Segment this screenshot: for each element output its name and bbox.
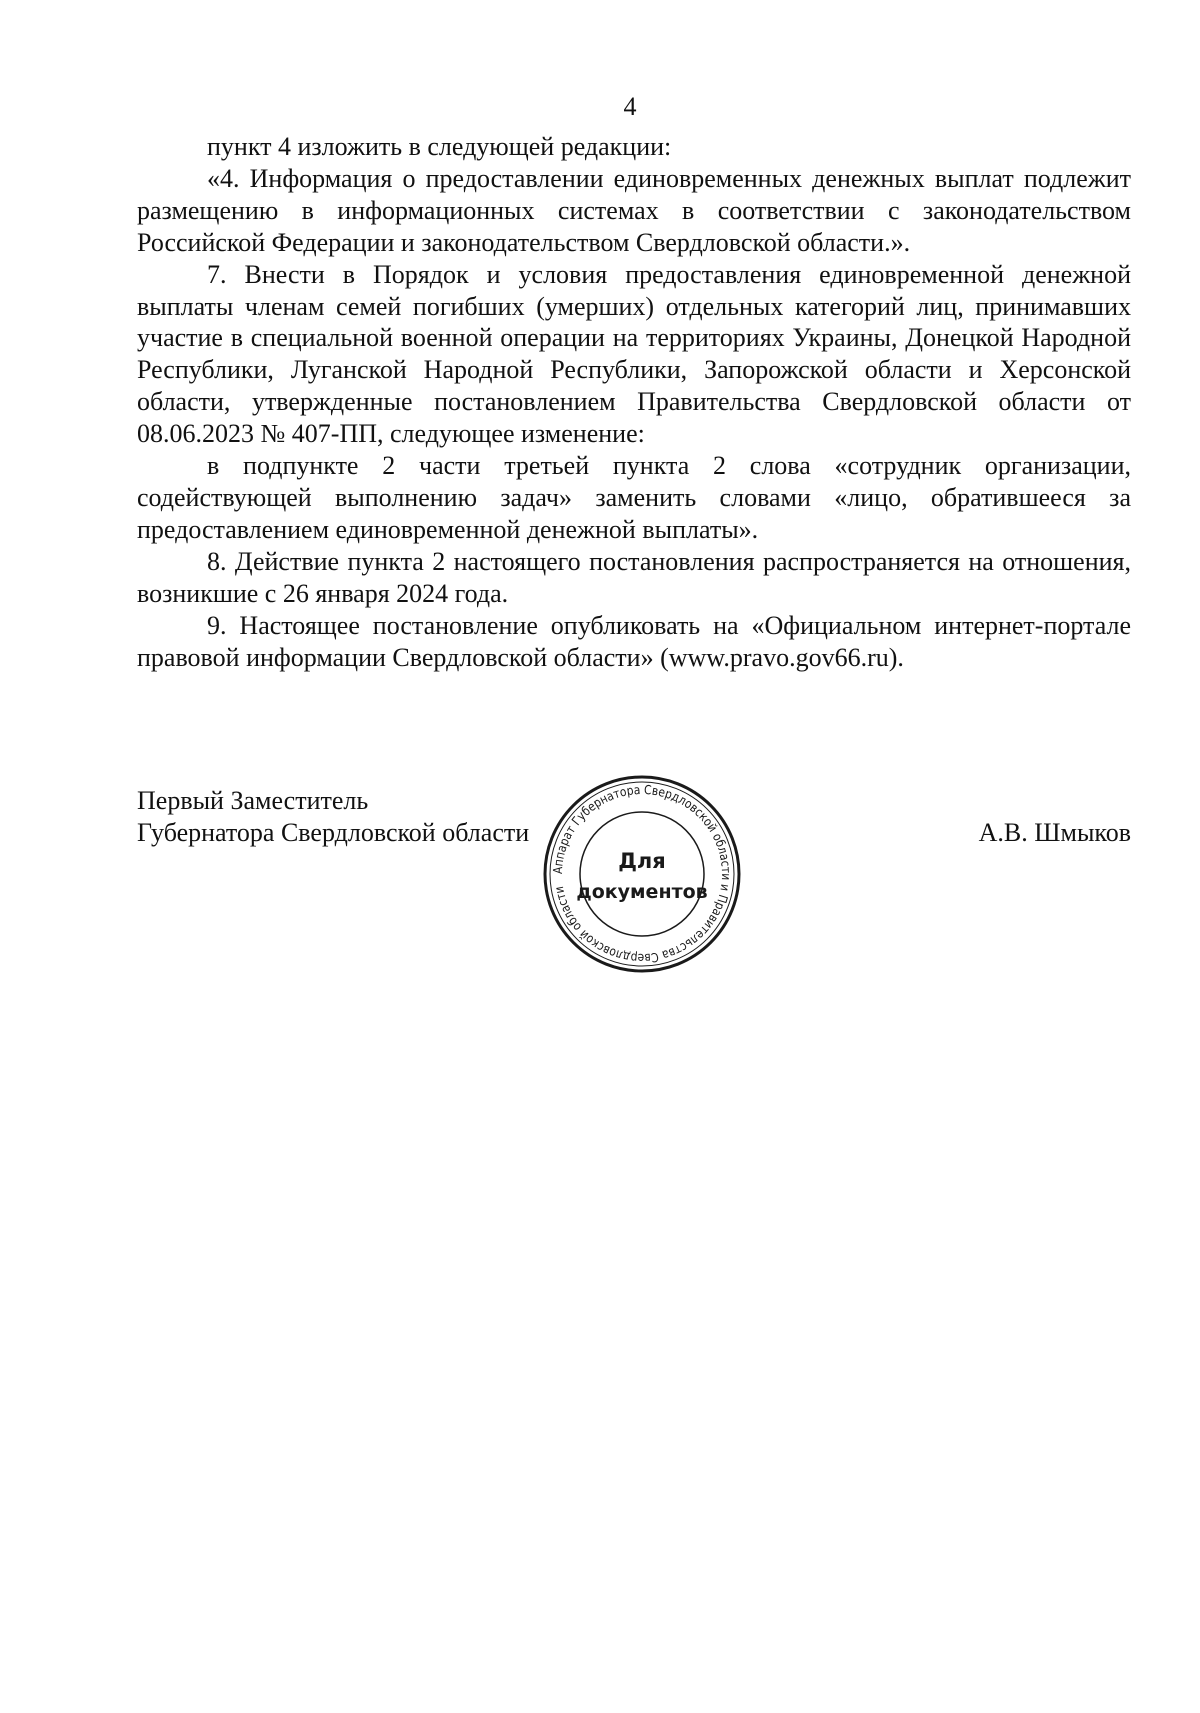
stamp-inner-ring: [580, 812, 704, 936]
paragraph-item-7: 7. Внести в Порядок и условия предоставления единовременной денежной выплаты членам семей погибших (умерших) отдельных категорий лиц, принимавших участие в специальной военной операции на территориях Украины, Донецкой Народной Республики, Луганской Народной Республики, Запорожской области и Херсонской области, утвержденные постановлением Правительства Свердловской области от 08.06.2023 № 407-ПП, следующее изменение:: [137, 259, 1131, 449]
signatory-position-line-1: Первый Заместитель: [137, 786, 369, 815]
official-stamp: [542, 774, 742, 974]
stamp-center-line-1: Для: [618, 849, 666, 873]
signatory-name: А.В. Шмыков: [978, 818, 1131, 847]
paragraph-point-4-text: «4. Информация о предоставлении единовременных денежных выплат подлежит размещению в информационных системах в соответствии с законодательством Российской Федерации и законодательством Свердловской области.».: [137, 163, 1131, 257]
paragraph-item-7-change: в подпункте 2 части третьей пункта 2 слова «сотрудник организации, содействующей выполнению задач» заменить словами «лицо, обратившееся за предоставлением единовременной денежной выплаты».: [137, 451, 1131, 544]
document-body: [137, 131, 1131, 673]
paragraph-item-9: 9. Настоящее постановление опубликовать на «Официальном интернет-портале правовой информации Свердловской области» (www.pravo.gov66.ru).: [137, 610, 1131, 672]
paragraph-point-4-intro: пункт 4 изложить в следующей редакции:: [207, 132, 672, 161]
signatory-position: [137, 785, 529, 849]
paragraph-item-8: 8. Действие пункта 2 настоящего постановления распространяется на отношения, возникшие с 26 января 2024 года.: [137, 546, 1131, 608]
stamp-ring-text: Аппарат Губернатора Свердловской области и Правительства Свердловской области: [549, 781, 735, 967]
stamp-seal-icon: [542, 774, 742, 974]
signatory-position-line-2: Губернатора Свердловской области: [137, 817, 530, 847]
page-number: 4: [623, 92, 637, 121]
stamp-center-line-2: документов: [576, 881, 708, 903]
stamp-outer-ring: [545, 777, 739, 971]
